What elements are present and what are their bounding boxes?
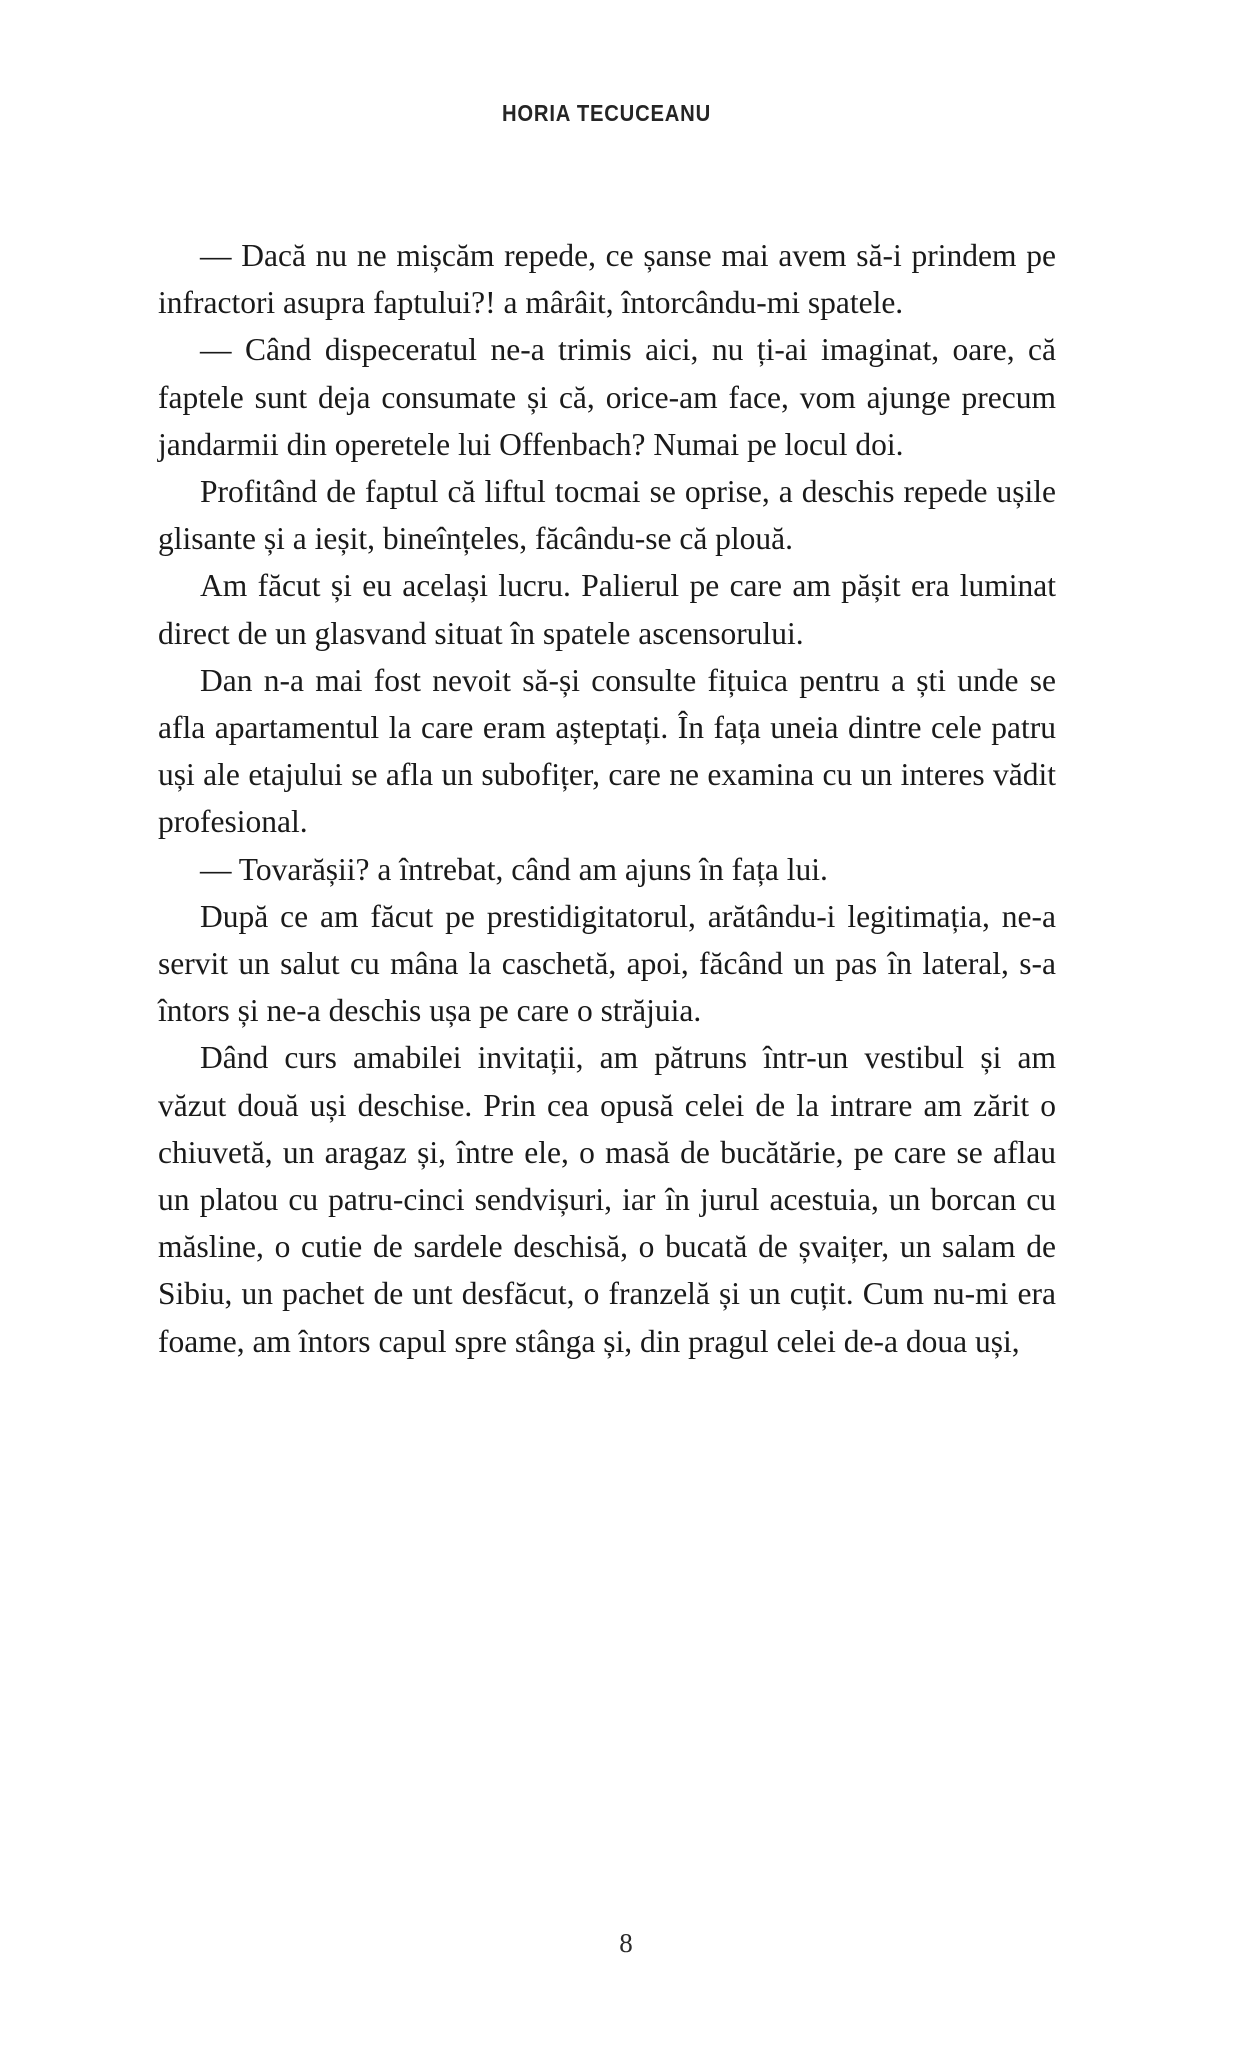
paragraph: — Când dispeceratul ne-a trimis aici, nu ți-ai imaginat, oare, că faptele sunt deja consumate și că, orice-am face, vom ajunge precum jandarmii din operetele lui Offenbach? Numai pe locul doi. xyxy=(158,332,1056,462)
running-head-author: HORIA TECUCEANU xyxy=(501,100,712,126)
paragraph: Am făcut și eu același lucru. Palierul pe care am pășit era luminat direct de un glasvand situat în spatele ascensorului. xyxy=(158,568,1056,651)
paragraph: Profitând de faptul că liftul tocmai se oprise, a deschis repede ușile glisante și a ieșit, bineînțeles, făcându-se că plouă. xyxy=(158,474,1056,557)
body-text-block xyxy=(158,232,1056,1365)
paragraph: După ce am făcut pe prestidigitatorul, arătându-i legitimația, ne-a servit un salut cu mâna la caschetă, apoi, făcând un pas în lateral, s-a întors și ne-a deschis ușa pe care o străjuia. xyxy=(158,898,1056,1029)
paragraph: — Dacă nu ne mișcăm repede, ce șanse mai avem să-i prindem pe infractori asupra faptului?! a mârâit, întorcându-mi spatele. xyxy=(158,238,1056,321)
paragraph: Dan n-a mai fost nevoit să-și consulte fițuica pentru a ști unde se afla apartamentul la care eram așteptați. În fața uneia dintre cele patru uși ale etajului se afla un subofițer, care ne examina cu un interes vădit profesional. xyxy=(158,662,1056,840)
page-number: 8 xyxy=(619,1928,633,1958)
paragraph: Dând curs amabilei invitații, am pătruns într-un vestibul și am văzut două uși deschise. Prin cea opusă celei de la intrare am zărit o chiuvetă, un aragaz și, între ele, o masă de bucătărie, pe care se aflau un platou cu patru-cinci sendvișuri, iar în jurul acestuia, un borcan cu măsline, o cutie de sardele deschisă, o bucată de șvaițer, un salam de Sibiu, un pachet de unt desfăcut, o franzelă și un cuțit. Cum nu-mi era foame, am întors capul spre stânga și, din pragul celei de-a doua uși, xyxy=(158,1040,1056,1359)
paragraph: — Tovarășii? a întrebat, când am ajuns în fața lui. xyxy=(200,851,828,887)
